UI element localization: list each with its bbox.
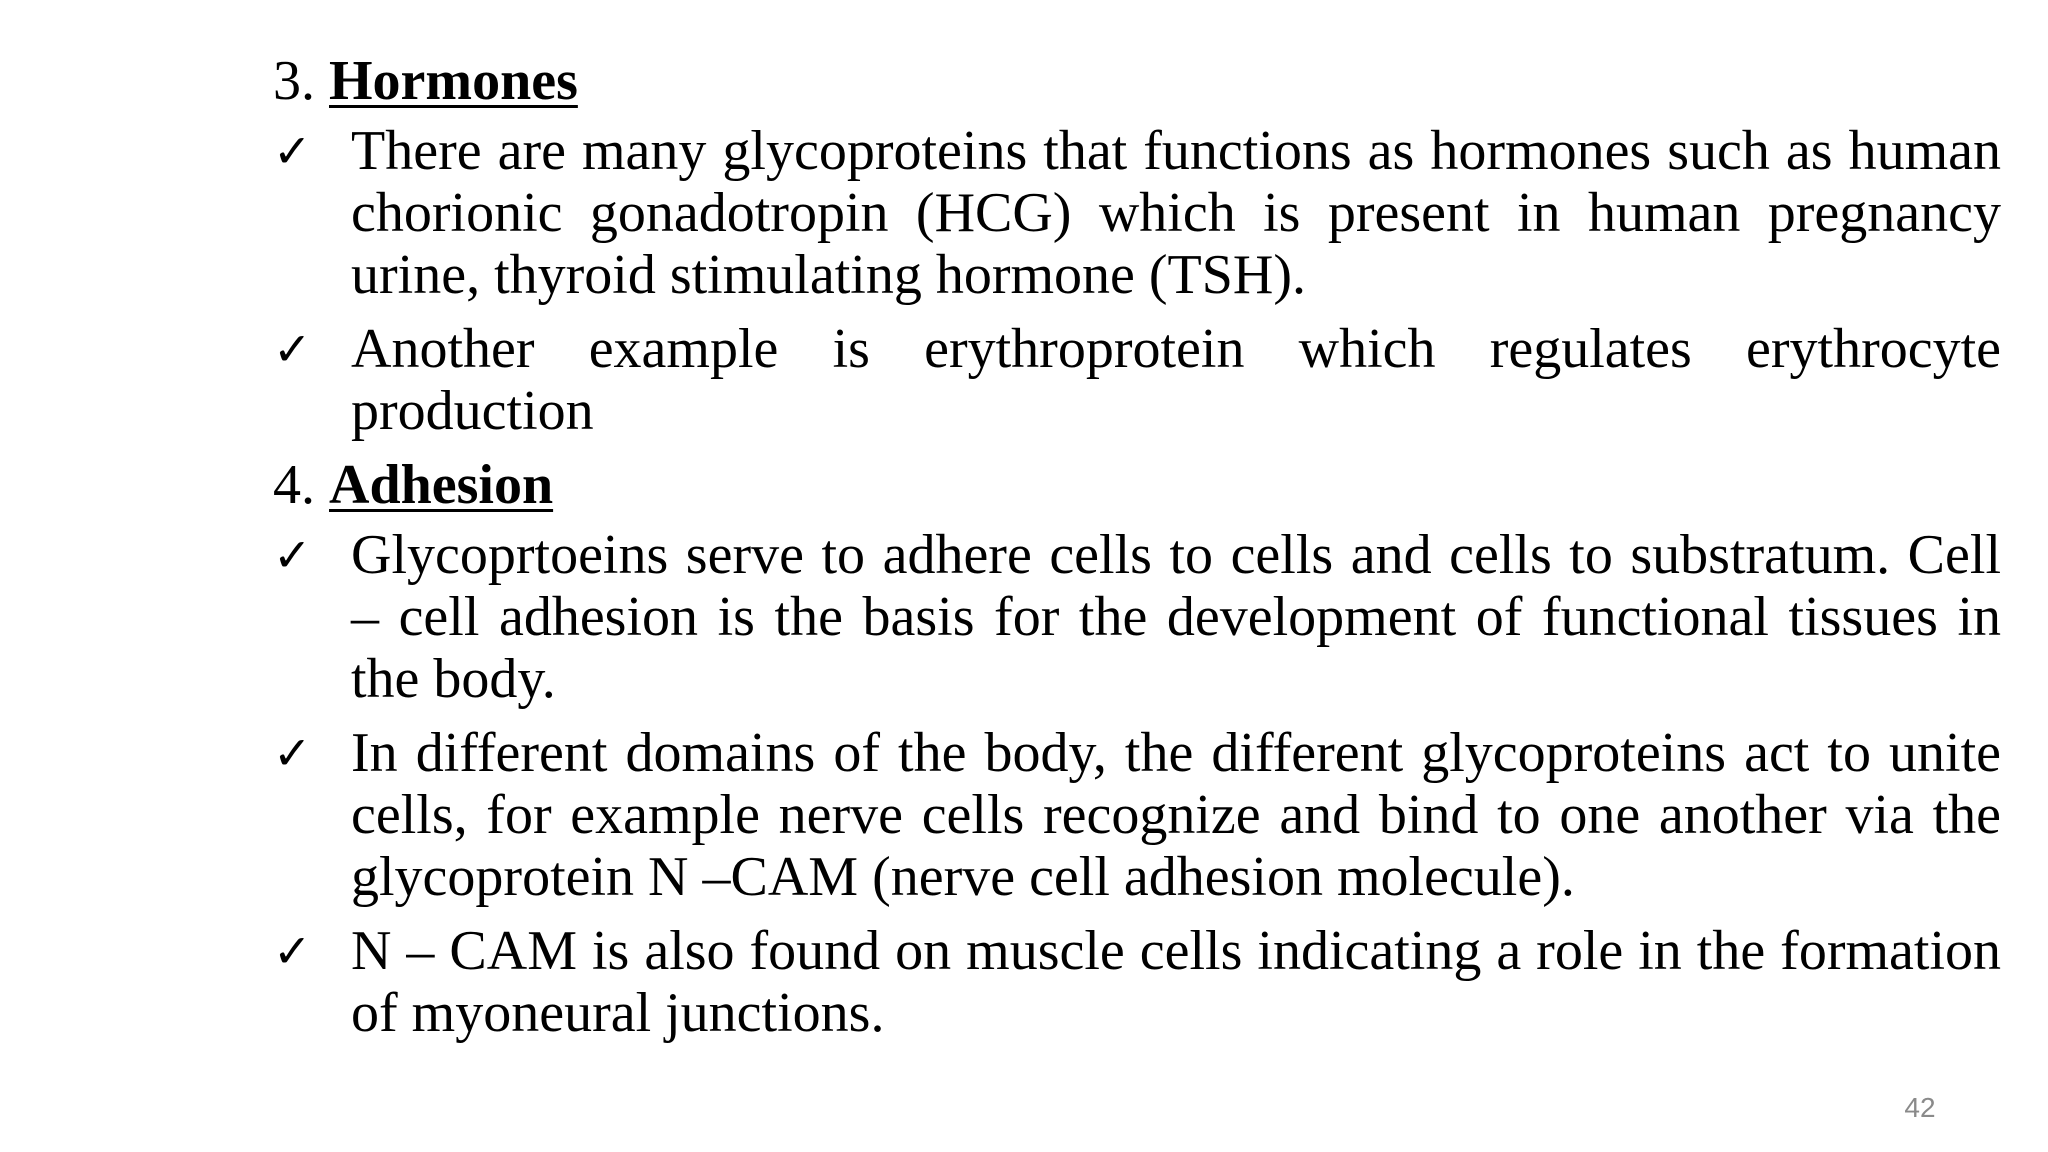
- section-heading-adhesion: [273, 454, 2001, 524]
- section-title: Hormones: [329, 50, 578, 112]
- bullet-text: Glycoprtoeins serve to adhere cells to cells and cells to substratum. Cell – cell adhesion is the basis for the development of functional tissues in the body.: [351, 524, 2001, 710]
- bullet-text: In different domains of the body, the different glycoproteins act to unite cells, for example nerve cells recognize and bind to one another via the glycoprotein N –CAM (nerve cell adhesion molecule).: [351, 722, 2001, 908]
- bullet-item: [273, 120, 2001, 306]
- bullet-item: [273, 318, 2001, 442]
- page-number: 42: [1904, 1092, 1936, 1123]
- checkmark-icon: ✓: [273, 726, 312, 780]
- bullet-text: Another example is erythroprotein which regulates erythrocyte production: [351, 318, 2001, 442]
- checkmark-icon: ✓: [273, 924, 312, 978]
- bullet-item: [273, 524, 2001, 710]
- section-heading-hormones: [273, 50, 2001, 120]
- section-title: Adhesion: [329, 454, 554, 516]
- bullet-item: [273, 722, 2001, 908]
- section-number: 3.: [273, 50, 315, 112]
- bullet-item: [273, 920, 2001, 1044]
- bullet-text: N – CAM is also found on muscle cells indicating a role in the formation of myoneural junctions.: [351, 920, 2001, 1044]
- checkmark-icon: ✓: [273, 322, 312, 376]
- checkmark-icon: ✓: [273, 528, 312, 582]
- section-number: 4.: [273, 454, 315, 516]
- slide-content: [273, 50, 2001, 1056]
- bullet-text: There are many glycoproteins that functions as hormones such as human chorionic gonadotropin (HCG) which is present in human pregnancy urine, thyroid stimulating hormone (TSH).: [351, 120, 2001, 306]
- checkmark-icon: ✓: [273, 124, 312, 178]
